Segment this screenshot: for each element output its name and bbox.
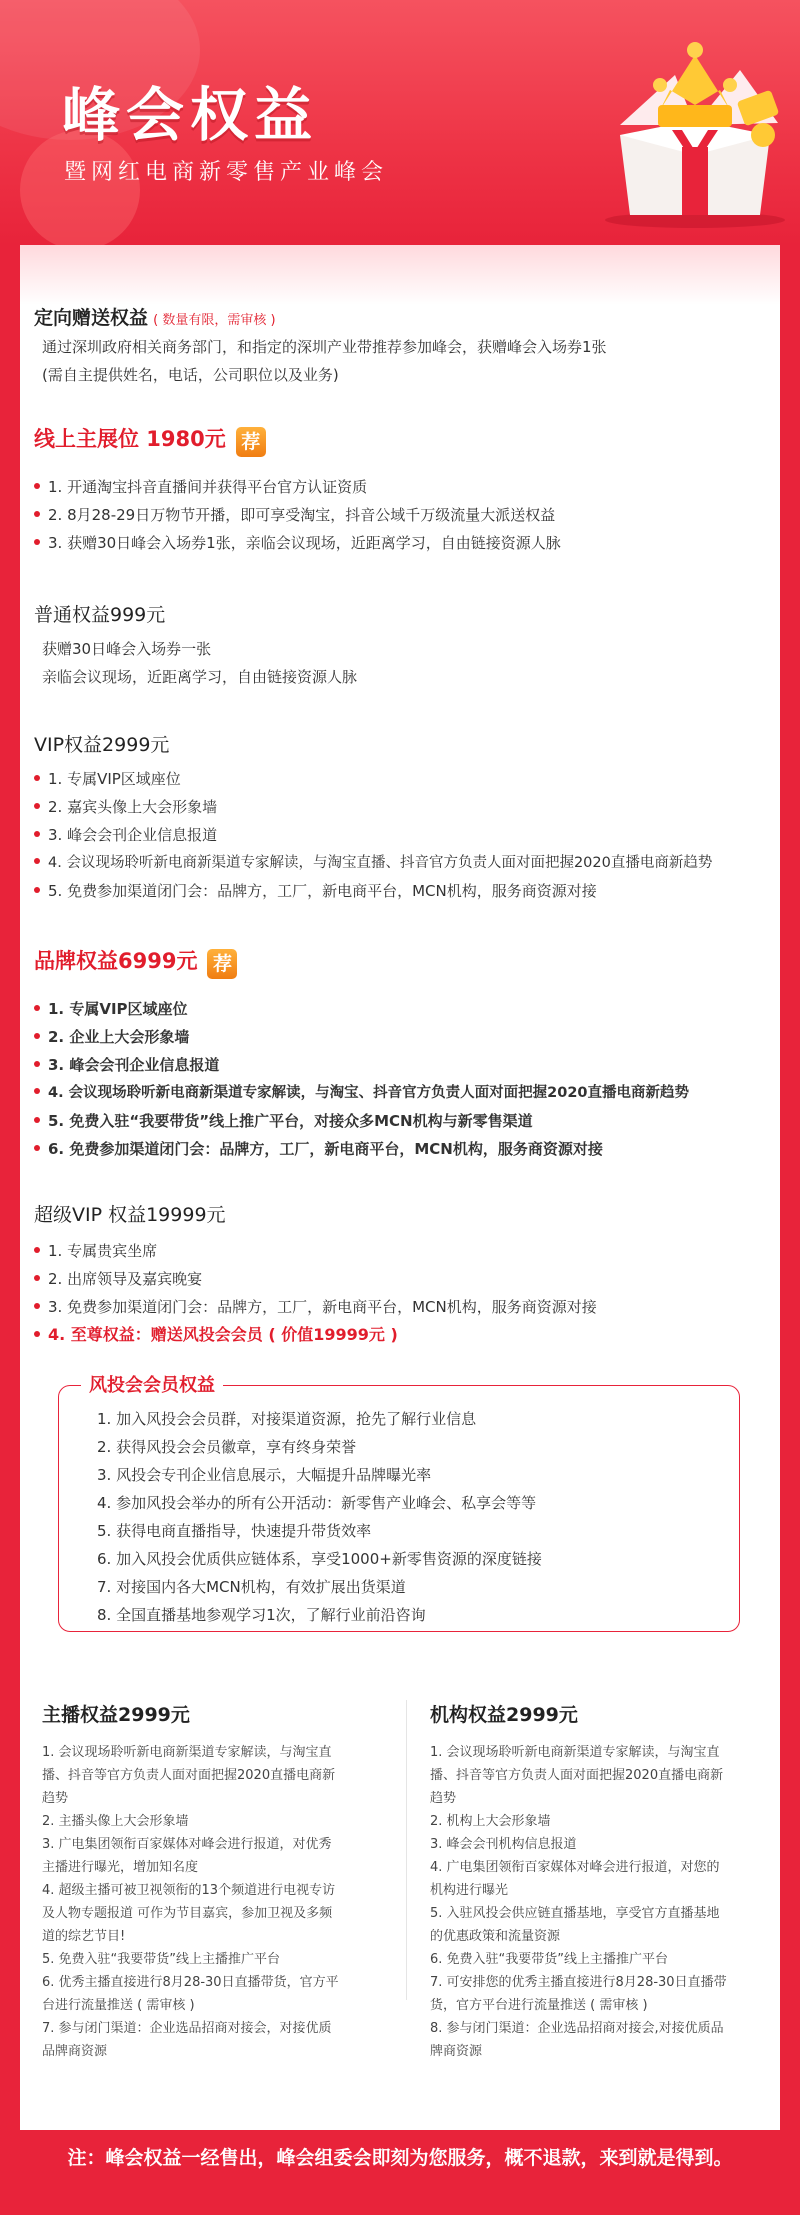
recommend-badge: 荐	[207, 949, 237, 979]
list-item: 3. 峰会会刊机构信息报道	[430, 1837, 577, 1852]
page-title: 峰会权益	[62, 81, 319, 149]
list-item: 3. 获赠30日峰会入场券1张，亲临会议现场，近距离学习，自由链接资源人脉	[34, 529, 561, 557]
bullet-icon	[34, 1145, 40, 1151]
brand-list	[34, 995, 689, 1163]
directed-body	[42, 333, 607, 389]
bullet-icon	[34, 1331, 40, 1337]
svip-title: 超级VIP 权益19999元	[34, 1204, 226, 1226]
list-item: 2. 出席领导及嘉宾晚宴	[34, 1265, 597, 1293]
list-item: 3. 免费参加渠道闭门会：品牌方，工厂，新电商平台，MCN机构，服务商资源对接	[34, 1293, 597, 1321]
list-item	[34, 1321, 597, 1349]
directed-section	[34, 303, 276, 330]
list-item: 5. 免费入驻“我要带货”线上推广平台，对接众多MCN机构与新零售渠道	[34, 1107, 689, 1135]
list-item: 7. 对接国内各大MCN机构，有效扩展出货渠道	[97, 1578, 406, 1596]
normal-body	[42, 635, 357, 691]
online-header	[34, 423, 266, 457]
column-divider	[406, 1700, 407, 2000]
list-item: 6. 加入风投会优质供应链体系，享受1000+新零售资源的深度链接	[97, 1550, 542, 1568]
list-item: 5. 入驻风投会供应链直播基地，享受官方直播基地的优惠政策和流量资源	[430, 1906, 720, 1944]
list-item: 4. 超级主播可被卫视领衔的13个频道进行电视专访及人物专题报道 可作为节目嘉宾，参加卫视及多频道的综艺节目!	[42, 1883, 336, 1944]
list-item: 4. 会议现场聆听新电商新渠道专家解读，与淘宝、抖音官方负责人面对面把握2020直播电商新趋势	[34, 1079, 689, 1107]
online-title: 线上主展位 1980元	[34, 427, 226, 451]
directed-title: 定向赠送权益	[34, 307, 149, 329]
list-item: 4. 会议现场聆听新电商新渠道专家解读，与淘宝直播、抖音官方负责人面对面把握2020直播电商新趋势	[34, 849, 712, 877]
footer-note: 注：峰会权益一经售出，峰会组委会即刻为您服务，概不退款，来到就是得到。	[67, 2147, 733, 2169]
list-item: 8. 参与闭门渠道：企业选品招商对接会,对接优质品牌商资源	[430, 2021, 724, 2059]
svip-item4-prefix: 4. 至尊权益：	[48, 1325, 151, 1344]
gift-box-crown-icon	[600, 15, 790, 230]
recommend-badge: 荐	[236, 427, 266, 457]
anchor-title: 主播权益2999元	[42, 1704, 190, 1726]
bullet-icon	[34, 511, 40, 517]
bullet-icon	[34, 1303, 40, 1309]
vc-title: 风投会会员权益	[81, 1371, 223, 1397]
bullet-icon	[34, 1275, 40, 1281]
bullet-icon	[34, 1088, 40, 1094]
list-item: 5. 免费入驻“我要带货”线上主播推广平台	[42, 1952, 281, 1967]
page-subtitle: 暨网红电商新零售产业峰会	[64, 160, 389, 185]
list-item: 2. 机构上大会形象墙	[430, 1814, 551, 1829]
list-item: 8. 全国直播基地参观学习1次，了解行业前沿咨询	[97, 1606, 426, 1624]
list-item: 2. 嘉宾头像上大会形象墙	[34, 793, 712, 821]
anchor-column	[42, 1700, 342, 2063]
bullet-icon	[34, 539, 40, 545]
svip-list	[34, 1237, 597, 1349]
online-list	[34, 473, 561, 557]
list-item: 1. 开通淘宝抖音直播间并获得平台官方认证资质	[34, 473, 561, 501]
normal-line: 获赠30日峰会入场券一张	[42, 640, 212, 658]
list-item: 3. 峰会会刊企业信息报道	[34, 821, 712, 849]
vip-title: VIP权益2999元	[34, 734, 170, 756]
bullet-icon	[34, 1033, 40, 1039]
brand-title: 品牌权益6999元	[34, 949, 198, 973]
list-item: 1. 会议现场聆听新电商新渠道专家解读，与淘宝直播、抖音等官方负责人面对面把握2020直播电商新趋势	[430, 1745, 724, 1806]
list-item: 1. 专属VIP区域座位	[34, 765, 712, 793]
vip-list	[34, 765, 712, 905]
list-item: 7. 可安排您的优秀主播直接进行8月28-30日直播带货，官方平台进行流量推送 ( 需审核 )	[430, 1975, 727, 2013]
list-item: 6. 优秀主播直接进行8月28-30日直播带货，官方平台进行流量推送 ( 需审核 )	[42, 1975, 339, 2013]
list-item: 5. 获得电商直播指导，快速提升带货效率	[97, 1522, 372, 1540]
bullet-icon	[34, 1005, 40, 1011]
list-item: 4. 参加风投会举办的所有公开活动：新零售产业峰会、私享会等等	[97, 1494, 537, 1512]
svip-header	[34, 1200, 226, 1227]
list-item: 2. 主播头像上大会形象墙	[42, 1814, 189, 1829]
bullet-icon	[34, 1061, 40, 1067]
list-item: 1. 会议现场聆听新电商新渠道专家解读，与淘宝直播、抖音等官方负责人面对面把握2020直播电商新趋势	[42, 1745, 336, 1806]
bullet-icon	[34, 775, 40, 781]
list-item: 4. 广电集团领衔百家媒体对峰会进行报道，对您的机构进行曝光	[430, 1860, 720, 1898]
card-top-shade	[20, 245, 780, 305]
bullet-icon	[34, 1117, 40, 1123]
list-item: 5. 免费参加渠道闭门会：品牌方，工厂，新电商平台，MCN机构，服务商资源对接	[34, 877, 712, 905]
vc-member-box	[58, 1375, 740, 1632]
bullet-icon	[34, 1247, 40, 1253]
directed-line: (需自主提供姓名，电话，公司职位以及业务)	[42, 366, 339, 384]
vip-header	[34, 730, 169, 757]
list-item: 1. 加入风投会会员群，对接渠道资源，抢先了解行业信息	[97, 1410, 477, 1428]
bullet-icon	[34, 483, 40, 489]
list-item: 3. 广电集团领衔百家媒体对峰会进行报道，对优秀主播进行曝光，增加知名度	[42, 1837, 332, 1875]
normal-header	[34, 600, 165, 627]
list-item: 3. 峰会会刊企业信息报道	[34, 1051, 689, 1079]
list-item: 1. 专属VIP区域座位	[34, 995, 689, 1023]
list-item: 3. 风投会专刊企业信息展示，大幅提升品牌曝光率	[97, 1466, 432, 1484]
brand-header	[34, 945, 237, 979]
svip-item4-highlight: 赠送风投会会员 ( 价值19999元 )	[150, 1325, 398, 1344]
list-item: 6. 免费参加渠道闭门会：品牌方，工厂，新电商平台，MCN机构，服务商资源对接	[34, 1135, 689, 1163]
list-item: 2. 企业上大会形象墙	[34, 1023, 689, 1051]
normal-line: 亲临会议现场，近距离学习，自由链接资源人脉	[42, 668, 358, 686]
org-column	[430, 1700, 730, 2063]
directed-note: ( 数量有限，需审核 )	[153, 313, 276, 328]
org-title: 机构权益2999元	[430, 1704, 578, 1726]
bullet-icon	[34, 831, 40, 837]
list-item: 2. 8月28-29日万物节开播，即可享受淘宝，抖音公域千万级流量大派送权益	[34, 501, 561, 529]
bullet-icon	[34, 858, 40, 864]
bullet-icon	[34, 887, 40, 893]
list-item: 6. 免费入驻“我要带货”线上主播推广平台	[430, 1952, 669, 1967]
directed-line: 通过深圳政府相关商务部门，和指定的深圳产业带推荐参加峰会，获赠峰会入场券1张	[42, 338, 607, 356]
list-item: 1. 专属贵宾坐席	[34, 1237, 597, 1265]
list-item: 2. 获得风投会会员徽章，享有终身荣誉	[97, 1438, 357, 1456]
header-banner	[0, 0, 800, 245]
list-item: 7. 参与闭门渠道：企业选品招商对接会，对接优质品牌商资源	[42, 2021, 332, 2059]
bullet-icon	[34, 803, 40, 809]
normal-title: 普通权益999元	[34, 604, 166, 626]
benefits-card	[20, 245, 780, 2130]
